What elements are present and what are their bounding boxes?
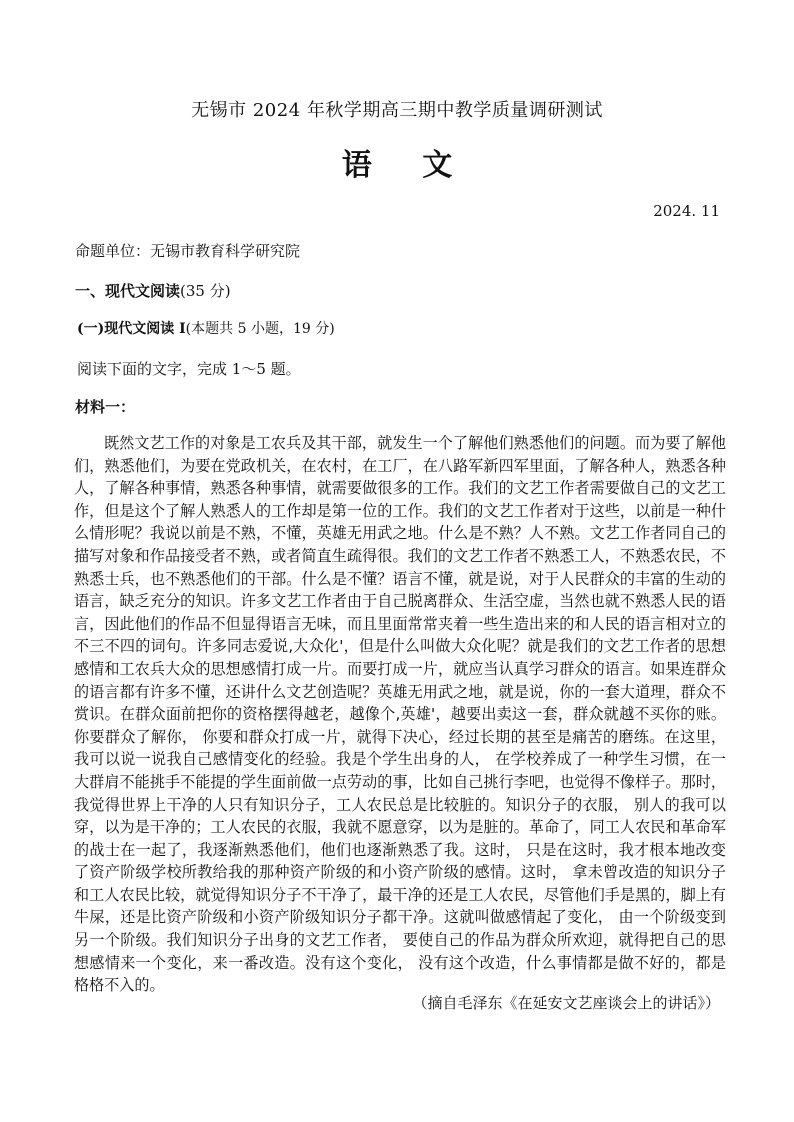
- question-setter-unit: 命题单位：无锡市教育科学研究院: [75, 242, 301, 260]
- reading-instruction: 阅读下面的文字，完成 1～5 题。: [77, 360, 301, 378]
- material-paragraph: 既然文艺工作的对象是工农兵及其干部，就发生一个了解他们熟悉他们的问题。而为要了解他们，熟悉他们，为要在党政机关，在农村，在工厂，在八路军新四军里面，了解各种人，熟悉各种人，了解各种事情，熟悉各种事情，就需要做很多的工作。我们的文艺工作者需要做自己的文艺工作，但是这个了解人熟悉人的工作却是第一位的工作。我们的文艺工作者对于这些，以前是一种什么情形呢？我说以前是不熟，不懂，英雄无用武之地。什么是不熟？人不熟。文艺工作者同自己的描写对象和作品接受者不熟，或者简直生疏得很。我们的文艺工作者不熟悉工人，不熟悉农民，不熟悉士兵，也不熟悉他们的干部。什么是不懂？语言不懂，就是说，对于人民群众的丰富的生动的语言，缺乏充分的知识。许多文艺工作者由于自己脱离群众、生活空虚，当然也就不熟悉人民的语言，因此他们的作品不但显得语言无味，而且里面常常夹着一些生造出来的和人民的语言相对立的不三不四的词句。许多同志爱说‚大众化'，但是什么叫做大众化呢？就是我们的文艺工作者的思想感情和工农兵大众的思想感情打成一片。而要打成一片，就应当认真学习群众的语言。如果连群众的语言都有许多不懂，还讲什么文艺创造呢？英雄无用武之地，就是说，你的一套大道理，群众不赏识。在群众面前把你的资格摆得越老，越像个‚英雄'，越要出卖这一套，群众就越不买你的账。你要群众了解你， 你要和群众打成一片，就得下决心，经过长期的甚至是痛苦的磨练。在这里， 我可以说一说我自己感情变化的经验。我是个学生出身的人， 在学校养成了一种学生习惯，在一大群肩不能挑手不能提的学生面前做一点劳动的事，比如自己挑行李吧，也觉得不像样子。那时， 我觉得世界上干净的人只有知识分子，工人农民总是比较脏的。知识分子的衣服， 别人的我可以穿，以为是干净的；工人农民的衣服，我就不愿意穿，以为是脏的。革命了，同工人农民和革命军的战士在一起了，我逐渐熟悉他们，他们也逐渐熟悉了我。这时， 只是在这时，我才根本地改变了资产阶级学校所教给我的那种资产阶级的和小资产阶级的感情。这时， 拿未曾改造的知识分子和工人农民比较，就觉得知识分子不干净了，最干净的还是工人农民，尽管他们手是黑的，脚上有牛屎，还是比资产阶级和小资产阶级知识分子都干净。这就叫做感情起了变化， 由一个阶级变到另一个阶级。我们知识分子出身的文艺工作者， 要使自己的作品为群众所欢迎，就得把自己的思想感情来一个变化，来一番改造。没有这个变化， 没有这个改造，什么事情都是做不好的，都是格格不入的。: [74, 434, 726, 995]
- subsection-heading: [77, 318, 335, 338]
- section-score: (35 分): [180, 282, 231, 300]
- material-source: （摘自毛泽东《在延安文艺座谈会上的讲话》）: [412, 994, 720, 1012]
- exam-date: 2024. 11: [653, 202, 720, 220]
- section-label: 一、现代文阅读: [75, 282, 181, 300]
- section-heading: [75, 280, 231, 301]
- subject-heading: 语 文: [341, 148, 473, 183]
- exam-title: 无锡市 2024 年秋学期高三期中教学质量调研测试: [191, 100, 603, 121]
- subsection-label: (一)现代文阅读 I: [77, 321, 186, 337]
- subsection-detail: (本题共 5 小题，19 分): [185, 321, 335, 337]
- material-label: 材料一：: [75, 398, 136, 416]
